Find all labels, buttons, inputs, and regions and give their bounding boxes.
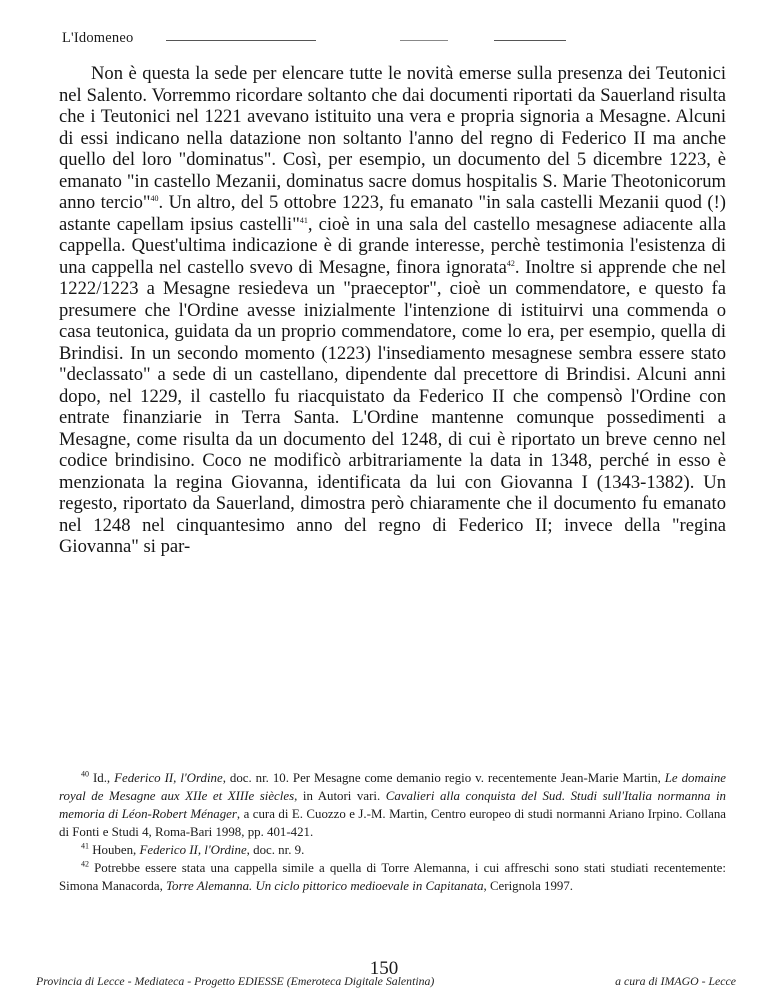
footer-credit-left: Provincia di Lecce - Mediateca - Progetto EDIESSE (Emeroteca Digitale Salentina) — [36, 974, 435, 988]
footnote-italic: Le domaine royal de Mesagne aux XIIe et XIIIe siècles — [59, 771, 726, 803]
footnote-41 — [59, 841, 726, 859]
footnote-text: Potrebbe essere stata una cappella simile a quella di Torre Alemanna, i cui affreschi sono stati studiati recentemente: Simona Manacorda, — [59, 861, 726, 893]
footnote-ref-40: 40 — [150, 193, 159, 203]
footnote-text: Id., — [92, 771, 115, 785]
footnote-italic: Cavalieri alla conquista del Sud. Studi sull'Italia normanna in memoria di Léon-Robert Ménager — [59, 789, 727, 821]
footnote-number: 40 — [81, 769, 89, 779]
footnote-text: , Cerignola 1997. — [483, 879, 574, 893]
running-header-title: L'Idomeneo — [62, 30, 134, 46]
body-text-segment: . Un altro, del 5 ottobre 1223, fu emanato "in sala castelli Mezanii quod (!) astante capellam ipsius castelli" — [59, 192, 726, 235]
footnote-text: , a cura di E. Cuozzo e J.-M. Martin, Centro europeo di studi normanni Ariano Irpino. Collana di Fonti e Studi 4, Roma-Bari 1998, pp. 401-421. — [59, 807, 727, 839]
header-rule — [166, 40, 316, 41]
footer-credit-right: a cura di IMAGO - Lecce — [615, 974, 736, 988]
footnote-ref-41: 41 — [299, 215, 308, 225]
footnote-40 — [59, 769, 726, 841]
header-rule — [494, 40, 566, 41]
body-paragraph — [59, 63, 726, 558]
header-rule — [400, 40, 448, 41]
page-number: 150 — [369, 958, 399, 979]
body-text-segment: Non è questa la sede per elencare tutte le novità emerse sulla presenza dei Teutonici nel Salento. Vorremmo ricordare soltanto che dai documenti riportati da Sauerland risulta che i Teutonici nel 1221 avevano istituito una vera e propria signoria a Mesagne. Alcuni di essi indicano nella datazione non soltanto l'anno del regno di Federico II ma anche quello del loro "dominatus". Così, per esempio, un documento del 5 dicembre 1223, è emanato "in castello Mezanii, dominatus sacre domus hospitalis S. Marie Theotonicorum anno tercio" — [59, 63, 726, 213]
footnote-italic: Torre Alemanna. Un ciclo pittorico medioevale in Capitanata — [166, 879, 484, 893]
body-text-segment: , cioè in una sala del castello mesagnese adiacente alla cappella. Quest'ultima indicazione è di grande interesse, perchè testimonia l'esistenza di una cappella nel castello svevo di Mesagne, finora ignorata — [59, 213, 726, 278]
footnote-text: , doc. nr. 9. — [246, 843, 305, 857]
footnote-italic: Federico II, l'Ordine — [139, 843, 247, 857]
body-text — [59, 63, 726, 558]
body-text-segment: . Inoltre si apprende che nel 1222/1223 a Mesagne resiedeva un "praeceptor", cioè un commendatore, e questo fa presumere che l'Ordine avesse inizialmente l'intenzione di istituirvi una commenda o casa teutonica, guidata da un proprio commendatore, come lo era, per esempio, quella di Brindisi. In un secondo momento (1223) l'insediamento mesagnese sembra essere stato "declassato" a sede di un castellano, dipendente dal precettore di Brindisi. Alcuni anni dopo, nel 1229, il castello fu riacquistato da Federico II che compensò l'Ordine con entrate finanziarie in Terra Santa. L'Ordine mantenne comunque possedimenti a Mesagne, come risulta da un documento del 1248, di cui è riportato un breve cenno nel codice brindisino. Coco ne modificò arbitrariamente la data in 1348, perché in esso è menzionata la regina Giovanna, identificata da lui con Giovanna I (1343-1382). Un regesto, riportato da Sauerland, dimostra però chiaramente che il documento fu emanato nel 1248 nel cinquantesimo anno del regno di Federico II; invece della "regina Giovanna" si par- — [59, 256, 726, 557]
footnote-text: , in Autori vari. — [294, 789, 386, 803]
footnote-42 — [59, 859, 726, 895]
footnotes — [59, 769, 726, 895]
footnote-text: , doc. nr. 10. Per Mesagne come demanio regio v. recentemente Jean-Marie Martin, — [222, 771, 665, 785]
footnote-number: 41 — [81, 841, 89, 851]
footnote-text: Houben, — [92, 843, 140, 857]
footnote-number: 42 — [81, 859, 89, 869]
footnote-ref-42: 42 — [506, 258, 515, 268]
running-header — [62, 30, 722, 50]
footnote-italic: Federico II, l'Ordine — [114, 771, 223, 785]
